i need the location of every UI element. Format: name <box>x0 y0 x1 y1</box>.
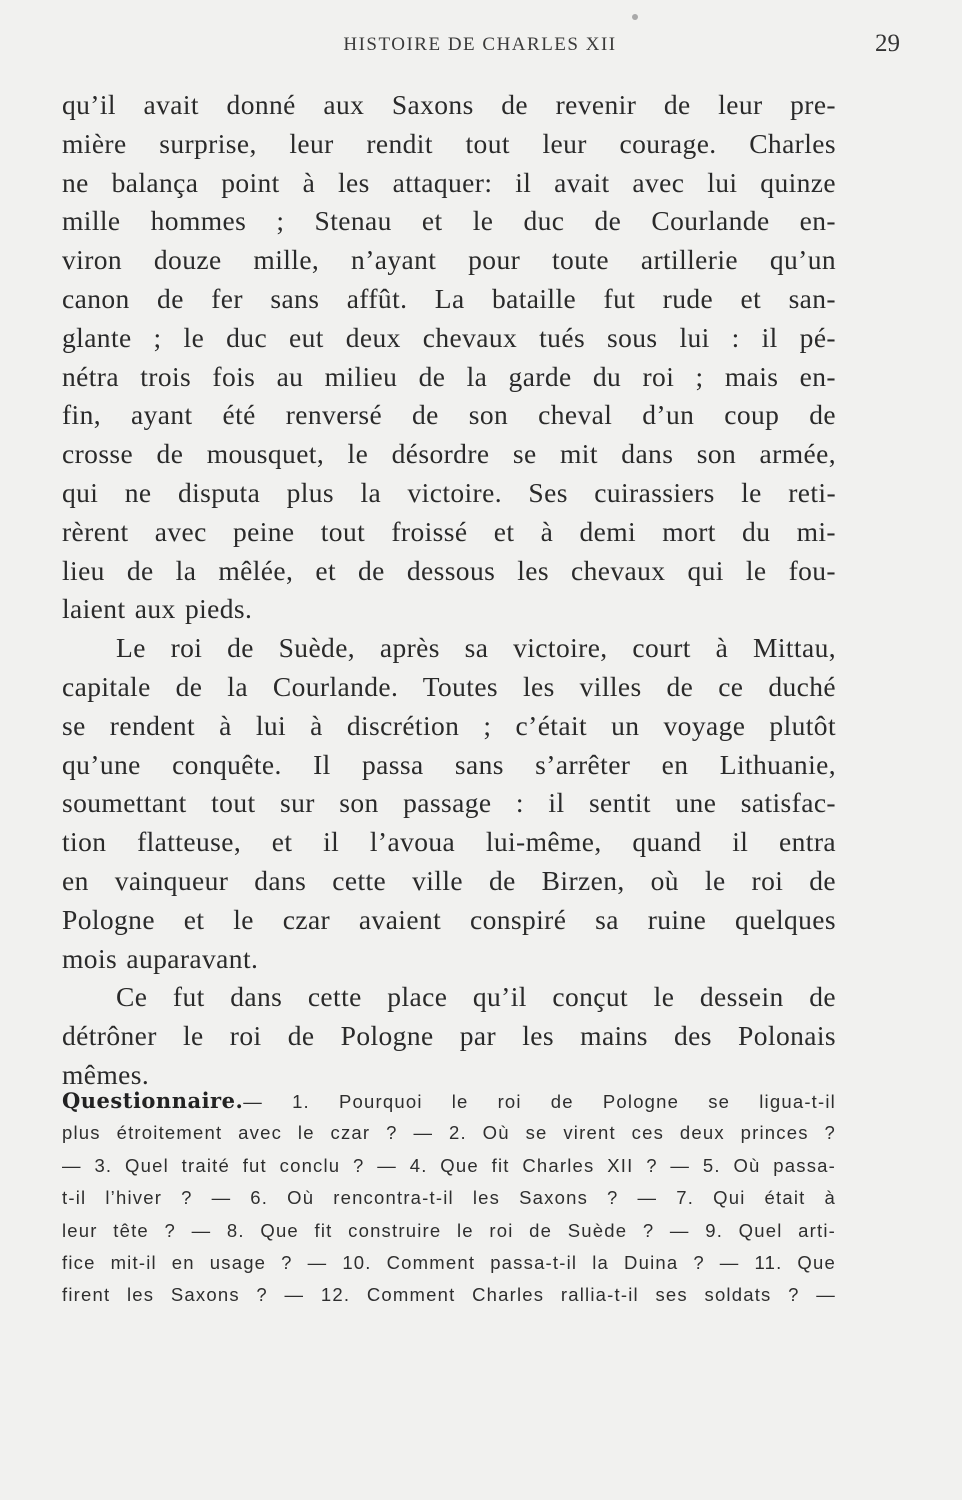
text-line: laient aux pieds. <box>62 593 253 625</box>
text-line: nétra trois fois au milieu de la garde du roi ; mais en- <box>62 360 836 392</box>
questionnaire-first-line <box>62 1085 836 1117</box>
text-line: détrôner le roi de Pologne par les mains des Polonais <box>62 1020 836 1052</box>
text-line: mille hommes ; Stenau et le duc de Courlande en- <box>62 205 836 237</box>
text-line: glante ; le duc eut deux chevaux tués sous lui : il pé- <box>62 321 836 353</box>
questionnaire <box>62 1085 836 1312</box>
question-line: leur tête ? — 8. Que fit construire le roi de Suède ? — 9. Quel arti- <box>62 1219 836 1241</box>
question-line: fice mit-il en usage ? — 10. Comment passa-t-il la Duina ? — 11. Que <box>62 1251 836 1273</box>
text-line: en vainqueur dans cette ville de Birzen, où le roi de <box>62 864 836 896</box>
text-line: soumettant tout sur son passage : il sentit une satisfac- <box>62 787 836 819</box>
paragraph-start-line: Le roi de Suède, après sa victoire, court à Mittau, <box>116 632 836 664</box>
text-line: qu’il avait donné aux Saxons de revenir de leur pre- <box>62 89 836 120</box>
body-text <box>62 86 836 1095</box>
text-line: mois auparavant. <box>62 942 259 974</box>
question-line: plus étroitement avec le czar ? — 2. Où se virent ces deux princes ? <box>62 1122 836 1144</box>
text-line: capitale de la Courlande. Toutes les villes de ce duché <box>62 670 836 702</box>
text-line: se rendent à lui à discrétion ; c’était un voyage plutôt <box>62 709 836 741</box>
question-line: firent les Saxons ? — 12. Comment Charles rallia-t-il ses soldats ? — <box>62 1284 836 1306</box>
question-line: t-il l’hiver ? — 6. Où rencontra-t-il les Saxons ? — 7. Qui était à <box>62 1187 836 1209</box>
text-line: Pologne et le czar avaient conspiré sa ruine quelques <box>62 903 836 935</box>
text-line: qui ne disputa plus la victoire. Ses cuirassiers le reti- <box>62 476 836 508</box>
ink-speck <box>632 14 638 20</box>
text-line: tion flatteuse, et il l’avoua lui-même, quand il entra <box>62 826 836 858</box>
text-line: crosse de mousquet, le désordre se mit dans son armée, <box>62 438 836 470</box>
text-line: mêmes. <box>62 1058 150 1090</box>
paragraph-start-line: Ce fut dans cette place qu’il conçut le dessein de <box>116 981 836 1013</box>
text-line: qu’une conquête. Il passa sans s’arrêter en Lithuanie, <box>62 748 836 780</box>
text-line: fin, ayant été renversé de son cheval d’un coup de <box>62 399 836 431</box>
question-line: — 3. Quel traité fut conclu ? — 4. Que fit Charles XII ? — 5. Où passa- <box>62 1154 836 1176</box>
text-line: mière surprise, leur rendit tout leur courage. Charles <box>62 127 836 159</box>
text-line: rèrent avec peine tout froissé et à demi mort du mi- <box>62 515 836 547</box>
text-line: lieu de la mêlée, et de dessous les chevaux qui le fou- <box>62 554 836 586</box>
question-text: — 1. Pourquoi le roi de Pologne se ligua-t-il <box>243 1091 836 1112</box>
text-line: viron douze mille, n’ayant pour toute artillerie qu’un <box>62 244 836 276</box>
page-number: 29 <box>875 30 900 57</box>
text-line: canon de fer sans affût. La bataille fut rude et san- <box>62 282 836 314</box>
running-title: HISTOIRE DE CHARLES XII <box>343 34 617 55</box>
running-head <box>60 30 900 64</box>
text-line: ne balança point à les attaquer: il avait avec lui quinze <box>62 166 836 198</box>
questionnaire-title: Questionnaire. <box>62 1088 244 1113</box>
